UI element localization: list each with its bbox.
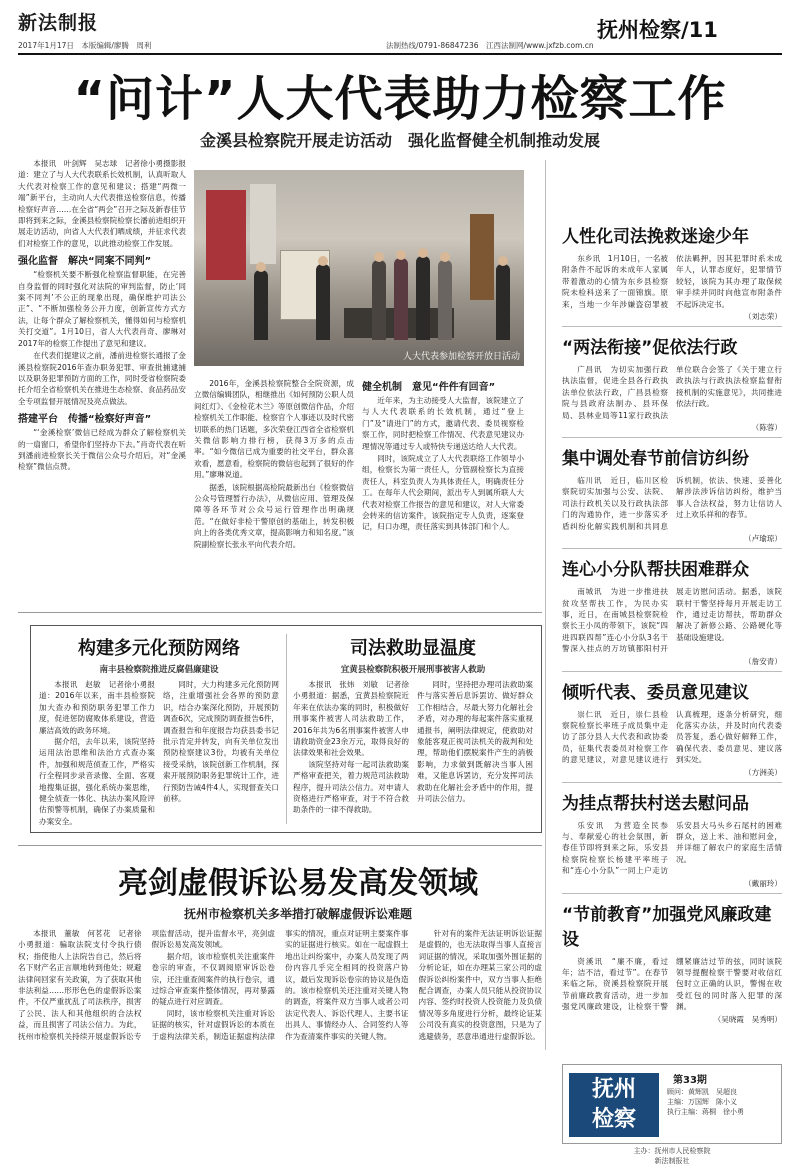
- photo-caption: 人大代表参加检察开放日活动: [402, 352, 520, 362]
- bottom-p1: 本报讯 董敏 何茗花 记者徐小勇报道：骗取法院支付令执行债权；指使他人上法院告自己，然后将名下财产名正言顺地转到他处；规避法律间回家有关政策，为了获取其他非法利益……形形色色的虚假诉讼案件，不仅严重扰乱了司法秩序，损害了公民、法人和其他组织的合法权益，而且损害了司法公信力。为此，抚州市检察机关持续开展虚假诉讼专项监督活动，提升监督水平，亮剑虚假诉讼易发高发领域。: [18, 929, 275, 1041]
- main-subheadline: 金溪县检察院开展走访活动 强化监督健全机制推动发展: [199, 131, 600, 150]
- photo-person-head: [396, 250, 406, 260]
- main-story-col-2: [194, 378, 354, 551]
- section1-p2: 在代表们提建议之前，潘前进检察长通报了金溪县检察院2016年查办职务犯罪、审查批捕逮捕以及职务犯罪预防方面的工作，同时受省检察院委托介绍全省检察机关在推进生态检察、食品药品安全专项监督开展情况及亮点做法。: [18, 351, 186, 406]
- photo-person-head: [374, 252, 384, 262]
- box-left-body: [39, 679, 279, 827]
- brief-text: 广昌讯 为切实加强行政执法监督，促进全县各行政执法单位依法行政，广昌县检察院与县政府法制办、县环保局、县林业局等11家行政执法单位联合会签了《关于建立行政执法与行政执法检察监督衔接机制的实施意见》，共同推进依法行政。: [562, 365, 782, 420]
- section3-p2: 同时，该院成立了人大代表联络工作领导小组，检察长为第一责任人，分管副检察长为直接责任人，科室负责人为具体责任人，明确责任分工。在每年人代会期间，派出专人到属所联人大代表对检察工作报告的意见和建议，对人大常委会转来的信访案件，该院指定专人负责，逐案登记，归口办理，责任落实到具体部门和个人。: [362, 454, 524, 532]
- brief-author: （戴丽玲）: [744, 878, 782, 888]
- box-left-headline: 构建多元化预防网络: [78, 638, 240, 659]
- main-story-col-1: [18, 158, 186, 474]
- briefs-column: [562, 222, 782, 1035]
- photo-person-head: [256, 262, 266, 272]
- brief-item: [562, 678, 782, 783]
- section-divider: [18, 612, 542, 613]
- paper-name: 新法制报: [18, 12, 99, 34]
- section2-head: 搭建平台 传播“检察好声音”: [18, 414, 152, 426]
- box-left-subheadline: 南丰县检察院推进反腐倡廉建设: [99, 665, 219, 675]
- boxed-section: [30, 625, 542, 833]
- section1-p1: “检察机关要不断强化检察监督职能，在完善自身监督的同时强化对法院的审判监督，防止‘同案不同判’不公正的现象出现，确保维护司法公正”、“不断加强检务公开力度，创新宣传方式方法，让每个群众了解检察机关，懂得如何与检察机关打交道”。1月10日，省人大代表肖奇、廖琳对2017年的检察工作提出了意见和建议。: [18, 270, 186, 348]
- sponsor-credit: [562, 1146, 782, 1166]
- brief-author: （方洲美）: [744, 767, 782, 777]
- issue-number: 第33期: [673, 1075, 707, 1086]
- credit-executive-editor: 执行主编：蒋桐 徐小勇: [667, 1108, 744, 1116]
- brief-text: 资溪讯 “廉不廉，看过年；洁不洁，看过节”。在春节来临之际，资溪县检察院开展节前廉政教育活动，进一步加强党风廉政建设，让检察干警绷紧廉洁过节的弦，同时该院领导提醒检察干警要对收信红包时立正确的认识，警惕在收受红包的同时落入犯罪的深渊。: [562, 956, 782, 1012]
- main-story-lead: 本报讯 叶剑辉 吴志球 记者徐小勇摄影报道：建立了与人大代表联系长效机制，认真听取人大代表对检察工作的意见和建议；搭建“两微一端”新平台，主动向人大代表推送检察信息，传播检察好声音……在全省“两会”召开之际及新春佳节即将到来之际，金溪县检察院检察长潘前进组织开展走访活动，向省人大代表们晒成绩，并征求代表们对检察工作的意见，以此推动检察工作发展。: [18, 159, 186, 248]
- date-line: 2017年1月17日 本版编辑/廖腾 周利: [18, 41, 152, 50]
- brief-author: （刘志荣）: [744, 312, 782, 322]
- section-name: 抚州检察/11: [597, 18, 718, 42]
- bottom-p2: 据介绍，该市检察机关注重案件卷宗的审查，不仅调阅原审诉讼卷宗，还注重查阅案件的执行卷宗，通过综合审查案件整体情况，再对暴露的疑点进行对应调查。: [151, 951, 275, 1007]
- column-logo-box: [562, 1064, 782, 1144]
- bottom-p3: 同时，该市检察机关注重对诉讼证据的核实，针对虚假诉讼的本质在于虚构法律关系，制造证据虚构法律事实的情况，重点对证明主要案件事实的证据进行核实。如在一起虚假土地出让纠纷案中，办案人员发现了两份内容几乎完全相同的投资落户协议，最后发现诉讼卷宗的协议是伪造的。该市检察机关还注重对关键人物的调查，将案件双方当事人或者公司法定代表人、诉讼代理人、主要书证出具人、事情经办人、合同签约人等作为查清案件事实的关键人物。: [151, 929, 409, 1041]
- photo-person: [372, 260, 386, 340]
- photo-door: [470, 214, 494, 300]
- box-divider: [286, 634, 287, 824]
- bottom-headline: 亮剑虚假诉讼易发高发领域: [118, 866, 478, 901]
- brief-text: 崇仁讯 近日，崇仁县检察院检察长率班子成员集中走访了部分县人大代表和政协委员，征集代表委员对检察工作的意见建议，对意见建议进行认真梳理，逐条分析研究，细化落实办法，并及时向代表委员答复，悉心做好解释工作，确保代表、委员意见、建议落到实处。: [562, 709, 782, 765]
- bottom-subheadline: 抚州市检察机关多举措打破解虚假诉讼难题: [183, 907, 412, 921]
- brief-text: 临川讯 近日，临川区检察院切实加强与公安、法院、司法行政机关以及行政执法部门的沟通协作，进一步落实矛盾纠纷化解实践机制和共同息诉机制，依法、快速、妥善化解涉法涉诉信访纠纷，维护当事人合法权益，努力让信访人过上欢乐祥和的春节。: [562, 476, 782, 531]
- brief-text: 南城讯 为进一步推进扶贫攻坚帮扶工作，为民办实事，近日，在南城县检察院检察长王小凤的带领下，该院“四进四联四帮”连心小分队3名干警深入挂点的万坊镇都阳村开展走访慰问活动。据悉，该院联村干警坚持每月开展走访工作，通过走访帮扶，帮助群众解决了新修公路、公路硬化等基础设施建设。: [562, 587, 782, 654]
- brief-headline: 为挂点帮扶村送去慰问品: [562, 793, 749, 814]
- section1-head: 强化监督 解决“同案不同判”: [18, 256, 152, 268]
- credit-editor: 主编：万国辉 陈小义: [667, 1098, 737, 1106]
- photo-wall-sign: [206, 190, 246, 280]
- brief-text: 东乡讯 1月10日，一名被附条件不起诉的未成年人家属带着激动的心情为东乡县检察院未检科送来了一面锦旗。原来，当地一少年涉嫌盗窃罪被依法羁押，因其犯罪时系未成年人，认罪态度好，犯罪情节较轻，该院为其办理了取保候审手续并同时向他宣布附条件不起诉决定书。: [562, 254, 782, 309]
- box-left-p1: 本报讯 赵敏 记者徐小勇报道：2016年以来，南丰县检察院加大查办和预防职务犯罪工作力度，促进惩防腐败体系建设，营造廉洁高效的政务环境。: [39, 680, 155, 735]
- brief-headline: 倾听代表、委员意见建议: [562, 682, 749, 703]
- photo-person-head: [440, 252, 450, 262]
- box-right-story: [293, 634, 533, 816]
- top-rule: [18, 53, 782, 55]
- brief-headline: “节前教育”加强党风廉政建设: [562, 904, 772, 950]
- section3-p1: 近年来，为主动接受人大监督，该院建立了与人大代表联系的长效机制，通过“登上门”及“请进门”的方式，邀请代表、委员视察检察工作，同时把检察工作情况、代表意见建议办理情况等通过专人或特快专递送达给人大代表。: [362, 396, 524, 451]
- box-right-subheadline: 宜黄县检察院积极开展刑事被害人救助: [340, 665, 486, 675]
- brief-author: （卢瑜琼）: [744, 534, 782, 544]
- photo-person: [254, 270, 268, 340]
- mid-p2: 据悉，该院根据高检院最新出台《检察微信公众号管理暂行办法》，从微信应用、管理及保障等各环节对公众号运行管理作出明确规范。“在做好非检干警原创的基础上，转发积极向上的各类优秀文章，提高影响力和知名度。”该院副检察长张永平向代表介绍。: [194, 482, 354, 549]
- staff-credits: [667, 1087, 777, 1117]
- photo-person: [416, 256, 430, 340]
- section3-head: 健全机制 意见“件件有回音”: [362, 382, 496, 393]
- website-line: 法制热线/0791-86847236 江西法制网/www.jxfzb.com.cn: [386, 41, 594, 50]
- brief-item: [562, 789, 782, 894]
- brief-headline: 人性化司法挽救迷途少年: [562, 227, 749, 247]
- brief-item: [562, 333, 782, 438]
- photo-wall-sign-2: [250, 184, 276, 264]
- photo-person-head: [318, 256, 328, 266]
- box-left-story: [39, 634, 279, 827]
- photo-person: [316, 264, 330, 340]
- box-left-p2: 据介绍，去年以来，该院坚持运用法治思维和法治方式查办案件，加强和规范侦查工作，严格实行全程同步录音录像、全面、客观地搜集证据，强化系统办案思维，健全侦查一体化、执法办案风险评估预警等机制，确保了办案质量和办案安全。: [39, 737, 155, 826]
- photo-person: [496, 264, 510, 340]
- brief-headline: 连心小分队帮扶困难群众: [562, 560, 749, 581]
- brief-item: [562, 444, 782, 549]
- box-right-body: [293, 679, 533, 816]
- bottom-p4: 针对有的案件无法证明诉讼证据是虚假的，也无法取得当事人直接言词证据的情况，采取加强外围证据的分析论证，如在办理某三家公司的虚假诉讼纠纷案件中，双方当事人拒绝配合调查，办案人员只能从投资协议内容、签约时投资人投资能力及负债情况等多角度进行分析，最终论证某公司没有真实的投资意图，只是为了逃避债务，恶意串通进行虚假诉讼。: [418, 929, 542, 1041]
- main-story-col-3: [362, 378, 524, 534]
- mid-p1: 2016年，金溪县检察院整合全院资源，成立微信编辑团队，相继推出《如何预防公职人员间红灯》、《金检花木兰》等原创微信作品，介绍检察机关工作职能、检察官个人事迹以及时代密切联系的热门话题，多次荣登江西省全省检察机关微信影响力排行榜，获得3万多的点击率。“如今微信已成为重要的社交平台，群众喜欢看，愿意看，检察院的微信也起到了很好的作用。”廖琳说道。: [194, 379, 354, 480]
- box-right-p3: 同时，坚持把办理司法救助案件与落实善后息诉罢访、做好群众工作相结合，尽最大努力化解社会矛盾，对办理的每起案件落实重视通报书，阐明法律规定，使救助对象能客观正视司法机关的裁判和处理，帮助他们摆脱案件产生的消极影响，力求做到既解决当事人困难，又能息诉罢访，充分发挥司法救助在化解社会矛盾中的作用，提升司法公信力。: [417, 680, 533, 804]
- photo-person: [438, 260, 452, 340]
- brief-item: [562, 555, 782, 671]
- logo-line-2: 检察: [591, 1107, 636, 1132]
- brief-headline: 集中调处春节前信访纠纷: [562, 449, 749, 470]
- brief-item: [562, 900, 782, 1029]
- section2-p1: “‘金溪检察’微信已经成为群众了解检察机关的一扇窗口，希望你们坚持办下去。”肖奇代表在听到潘前进检察长关于微信公众号介绍后，对“金溪检察”微信点赞。: [18, 428, 186, 472]
- brief-item: [562, 222, 782, 327]
- brief-author: （詹安青）: [744, 656, 782, 666]
- photo-person-head: [418, 248, 428, 258]
- logo-line-1: 抚州: [591, 1077, 636, 1102]
- story-photo: [194, 170, 524, 366]
- box-right-headline: 司法救助显温度: [350, 638, 476, 659]
- brief-author: （吴晓霞 吴秀明）: [713, 1014, 782, 1024]
- bottom-story-body: [18, 928, 542, 1160]
- photo-person-head: [498, 256, 508, 266]
- brief-headline: “两法衔接”促依法行政: [562, 338, 738, 359]
- brief-text: 乐安讯 为营造全民参与、奉献爱心的社会氛围，新春佳节即将到来之际，乐安县检察院检察长杨建平率班子和“连心小分队”一同上户走访乐安县大马头乡石尾村的困难群众，送上米、油和慰问金，并详细了解农户的家庭生活情况。: [562, 820, 782, 876]
- box-right-p1: 本报讯 张炜 刘敏 记者徐小勇报道：据悉，宜黄县检察院近年来在依法办案的同时，积极做好刑事案件被害人司法救助工作，2016年共为6名刑事案件被害人申请救助资金23余万元，取得良好的法律效果和社会效果。: [293, 680, 409, 758]
- column-logo: [569, 1073, 659, 1137]
- sponsor-line-1: 主办：抚州市人民检察院: [633, 1147, 711, 1155]
- brief-author: （陈蓉）: [751, 423, 782, 433]
- section-divider: [18, 845, 542, 846]
- main-headline: “问计”人大代表助力检察工作: [73, 71, 727, 127]
- box-left-p3: 同时，大力构建多元化预防网络，注重增强社会各界的预防意识，结合办案深化预防，开展预防调查6次，完成预防调查报告6件，调查报告和年度报告均获县委书记批示肯定并转发，向有关单位发出预防检察建议3份，均被有关单位接受采纳，该院创新工作机制，探索开展预防职务犯罪统计工作，进行预防告诫4件4人，实现督查关口前移。: [163, 680, 279, 804]
- sponsor-line-2: 新法制报社: [654, 1157, 690, 1165]
- box-right-p2: 该院坚持对每一起司法救助案严格审查把关，着力规范司法救助程序，提升司法公信力。对申请人资格进行严格审查，对于不符合救助条件的一律不得救助。: [293, 759, 409, 815]
- credit-advisor: 顾问：黄辉凯 吴超良: [667, 1088, 737, 1096]
- photo-person: [394, 258, 408, 340]
